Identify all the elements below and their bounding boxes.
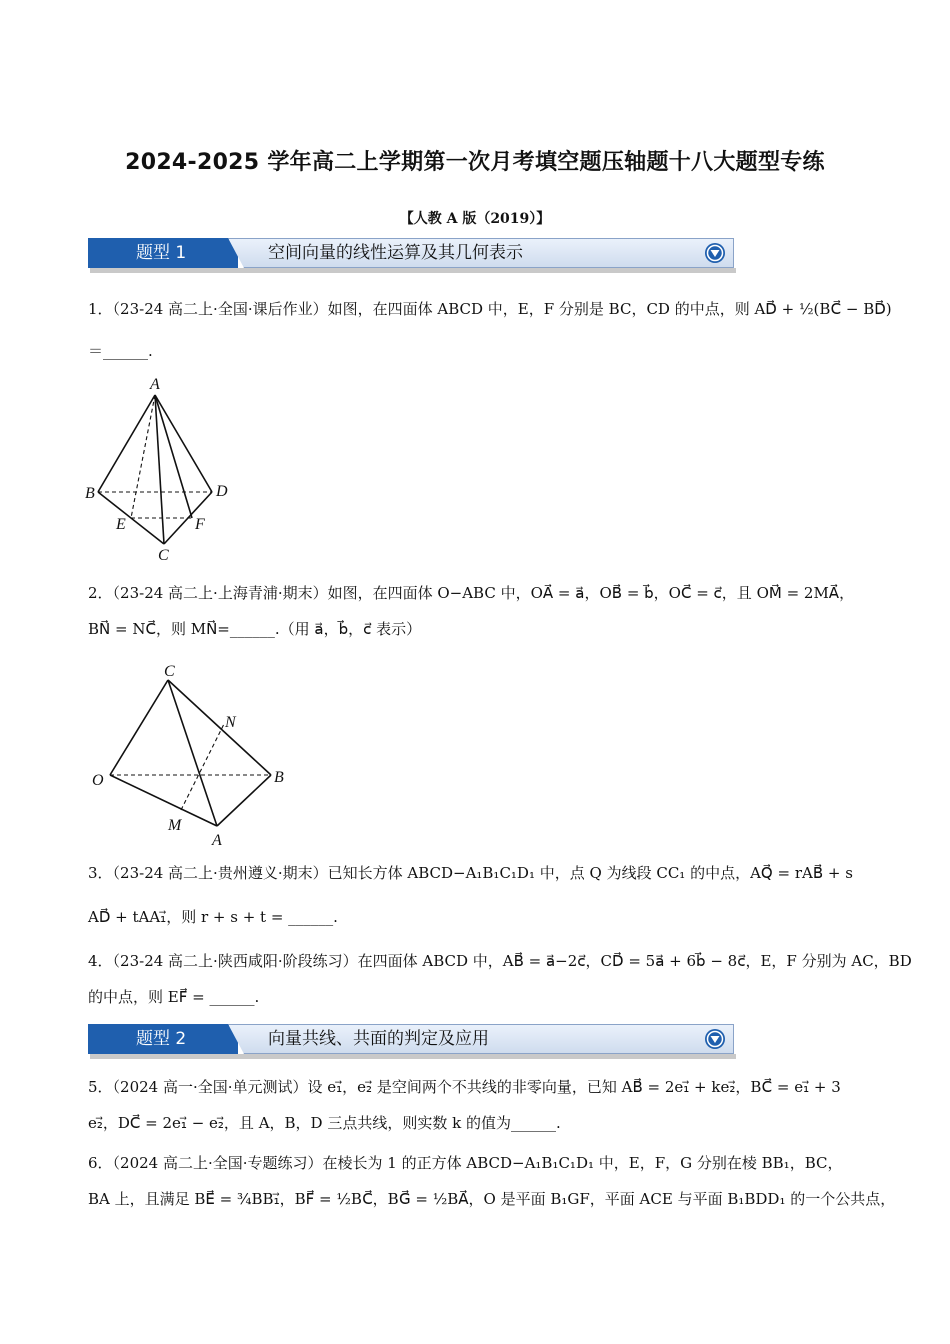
section-tag-1: 题型 1: [88, 238, 238, 268]
chevron-down-icon[interactable]: [704, 242, 726, 264]
label-a: A: [150, 376, 160, 393]
question-2: [88, 582, 868, 640]
label-m: M: [168, 817, 182, 834]
question-1-line-1: 1．（23-24 高二上·全国·课后作业）如图，在四面体 ABCD 中，E，F 分别是 BC，CD 的中点，则 AD⃗ + ½(BC⃗ − BD⃗): [88, 300, 892, 318]
label-e: E: [116, 516, 126, 533]
question-1-line-2: ＝______.: [88, 342, 153, 360]
label-f: F: [195, 516, 205, 533]
question-3-line-1: 3．（23-24 高二上·贵州遵义·期末）已知长方体 ABCD−A₁B₁C₁D₁ 中，点 Q 为线段 CC₁ 的中点，AQ⃗ = rAB⃗ + s: [88, 864, 853, 882]
label-c: C: [158, 547, 169, 564]
question-5-line-1: 5．（2024 高一·全国·单元测试）设 e₁⃗，e₂⃗ 是空间两个不共线的非零向量，已知 AB⃗ = 2e₁⃗ + ke₂⃗，BC⃗ = e₁⃗ + 3: [88, 1078, 841, 1096]
banner-shadow: [90, 268, 736, 273]
edition-label: 【人教 A 版（2019）】: [399, 211, 551, 227]
banner-shadow: [90, 1054, 736, 1059]
question-6-line-1: 6．（2024 高二上·全国·专题练习）在棱长为 1 的正方体 ABCD−A₁B₁C₁D₁ 中，E，F，G 分别在棱 BB₁，BC，: [88, 1154, 843, 1172]
question-4: [88, 950, 912, 1008]
label-b: B: [274, 769, 284, 786]
section-title-1: 空间向量的线性运算及其几何表示: [268, 243, 523, 263]
label-n: N: [225, 714, 236, 731]
label-b: B: [85, 485, 95, 502]
page-title: 2024-2025 学年高二上学期第一次月考填空题压轴题十八大题型专练: [125, 150, 825, 175]
question-3: [88, 862, 868, 928]
section-tag-2: 题型 2: [88, 1024, 238, 1054]
label-d: D: [216, 483, 228, 500]
chevron-down-icon[interactable]: [704, 1028, 726, 1050]
section-banner-1: [88, 238, 736, 274]
question-2-line-2: BN⃗ = NC⃗，则 MN⃗=______.（用 a⃗，b⃗，c⃗ 表示）: [88, 620, 422, 638]
question-6-line-2: BA 上，且满足 BE⃗ = ¾BB₁⃗，BF⃗ = ½BC⃗，BG⃗ = ½BA⃗，O 是平面 B₁GF，平面 ACE 与平面 B₁BDD₁ 的一个公共点，: [88, 1190, 896, 1208]
question-5-line-2: e₂⃗，DC⃗ = 2e₁⃗ − e₂⃗，且 A，B，D 三点共线，则实数 k 的值为______.: [88, 1114, 561, 1132]
tetrahedron-figure-abcd: [82, 372, 242, 567]
question-5: [88, 1076, 868, 1134]
label-o: O: [92, 772, 104, 789]
label-c: C: [164, 663, 175, 680]
question-1: [88, 298, 892, 362]
question-4-line-1: 4．（23-24 高二上·陕西咸阳·阶段练习）在四面体 ABCD 中，AB⃗ = a⃗−2c⃗，CD⃗ = 5a⃗ + 6b⃗ − 8c⃗，E，F 分别为 AC，BD: [88, 952, 912, 970]
question-3-line-2: AD⃗ + tAA₁⃗，则 r + s + t = ______.: [88, 908, 338, 926]
question-2-line-1: 2．（23-24 高二上·上海青浦·期末）如图，在四面体 O−ABC 中，OA⃗ = a⃗，OB⃗ = b⃗，OC⃗ = c⃗，且 OM⃗ = 2MA⃗，: [88, 584, 855, 602]
section-title-2: 向量共线、共面的判定及应用: [268, 1029, 489, 1049]
question-4-line-2: 的中点，则 EF⃗ = ______.: [88, 988, 260, 1006]
tetrahedron-figure-oabc: [88, 660, 298, 850]
label-a: A: [212, 832, 222, 849]
question-6: [88, 1152, 896, 1210]
section-banner-2: [88, 1024, 736, 1060]
